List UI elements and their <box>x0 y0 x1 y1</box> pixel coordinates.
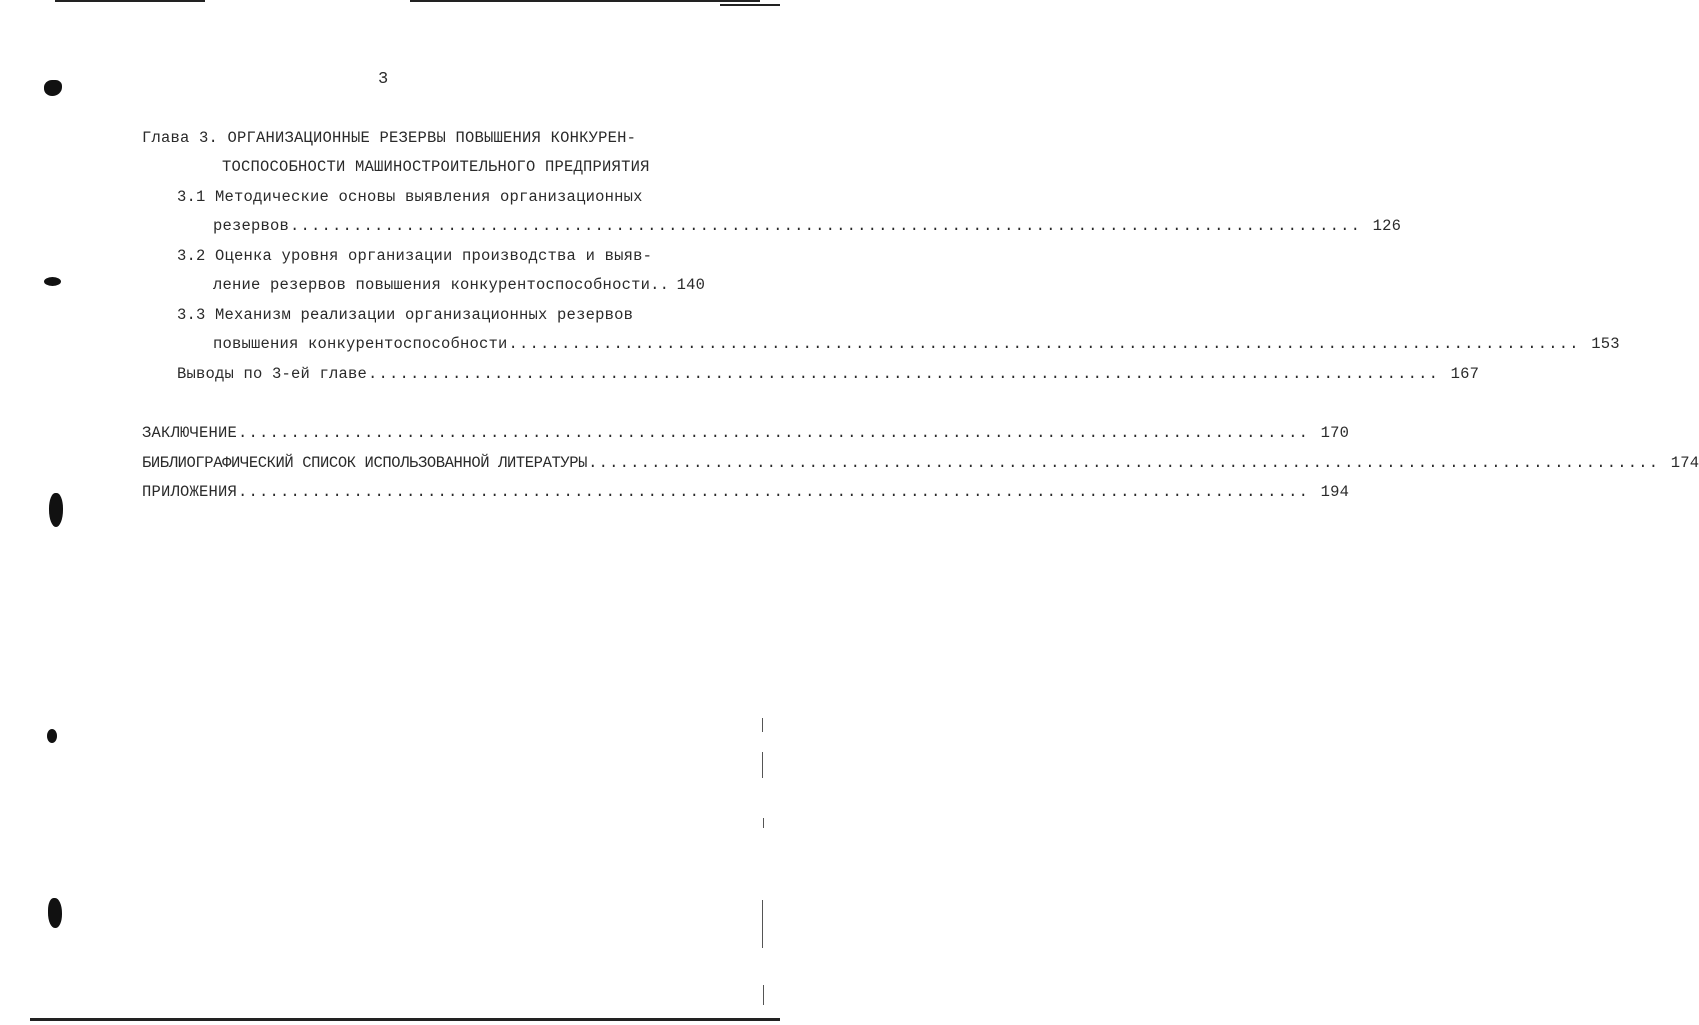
toc-entry-label: ЗАКЛЮЧЕНИЕ <box>142 424 238 442</box>
scan-edge-bottom <box>30 1018 780 1021</box>
scan-tick-4 <box>762 900 763 948</box>
scan-tick-3 <box>763 818 764 828</box>
binding-hole-mark-5 <box>48 898 62 928</box>
toc-entry-appendices <box>142 482 1350 502</box>
toc-entry-3-1-line-1: 3.1 Методические основы выявления организационных <box>177 188 643 206</box>
toc-page-number: 153 <box>1591 335 1620 353</box>
dot-leader: ...................................................................................................... <box>290 217 1362 235</box>
binding-hole-mark-2 <box>44 277 61 286</box>
dot-leader: ...................................................................................................... <box>238 483 1310 501</box>
page-number: 3 <box>378 70 389 89</box>
toc-entry-3-2 <box>213 275 706 295</box>
toc-entry-label: ПРИЛОЖЕНИЯ <box>142 483 238 501</box>
scan-edge-top-left <box>55 0 205 2</box>
toc-page-number: 140 <box>676 276 706 294</box>
toc-entry-3-3-line-1: 3.3 Механизм реализации организационных резервов <box>177 306 634 324</box>
toc-page-number: 167 <box>1450 365 1480 383</box>
dot-leader: ...................................................................................................... <box>508 335 1580 353</box>
toc-entry-3-3-line-2: повышения конкурентоспособности <box>213 335 508 353</box>
toc-entry-chapter-conclusions <box>177 364 1480 384</box>
toc-entry-3-2-line-2: ление резервов повышения конкурентоспособности.. <box>213 276 670 294</box>
toc-entry-label: Выводы по 3-ей главе <box>177 365 368 383</box>
scan-tick-5 <box>763 985 764 1005</box>
chapter-heading-line-1: Глава 3. ОРГАНИЗАЦИОННЫЕ РЕЗЕРВЫ ПОВЫШЕНИЯ КОНКУРЕН- <box>142 129 637 147</box>
scan-tick-1 <box>762 718 763 732</box>
toc-entry-bibliography <box>142 453 1699 473</box>
scan-edge-top-right <box>410 0 760 2</box>
toc-entry-3-1-line-2: резервов <box>213 217 290 235</box>
binding-hole-mark-3 <box>49 493 63 527</box>
toc-page-number: 170 <box>1320 424 1350 442</box>
scan-edge-top-corner <box>720 4 780 6</box>
toc-entry-3-3 <box>213 334 1620 354</box>
toc-entry-3-1 <box>213 216 1402 236</box>
dot-leader: ...................................................................................................... <box>588 454 1660 472</box>
binding-hole-mark-4 <box>47 729 57 743</box>
toc-page-number: 174 <box>1670 454 1699 472</box>
toc-entry-label: БИБЛИОГРАФИЧЕСКИЙ СПИСОК ИСПОЛЬЗОВАННОЙ ЛИТЕРАТУРЫ <box>142 454 588 472</box>
toc-entry-3-2-line-1: 3.2 Оценка уровня организации производства и выяв- <box>177 247 653 265</box>
dot-leader: ...................................................................................................... <box>368 365 1440 383</box>
toc-entry-conclusion <box>142 423 1350 443</box>
dot-leader: ...................................................................................................... <box>238 424 1310 442</box>
toc-page-number: 194 <box>1320 483 1350 501</box>
scan-tick-2 <box>762 752 763 778</box>
toc-page-number: 126 <box>1372 217 1402 235</box>
chapter-heading-line-2: ТОСПОСОБНОСТИ МАШИНОСТРОИТЕЛЬНОГО ПРЕДПРИЯТИЯ <box>222 158 650 176</box>
binding-hole-mark-1 <box>44 80 62 96</box>
